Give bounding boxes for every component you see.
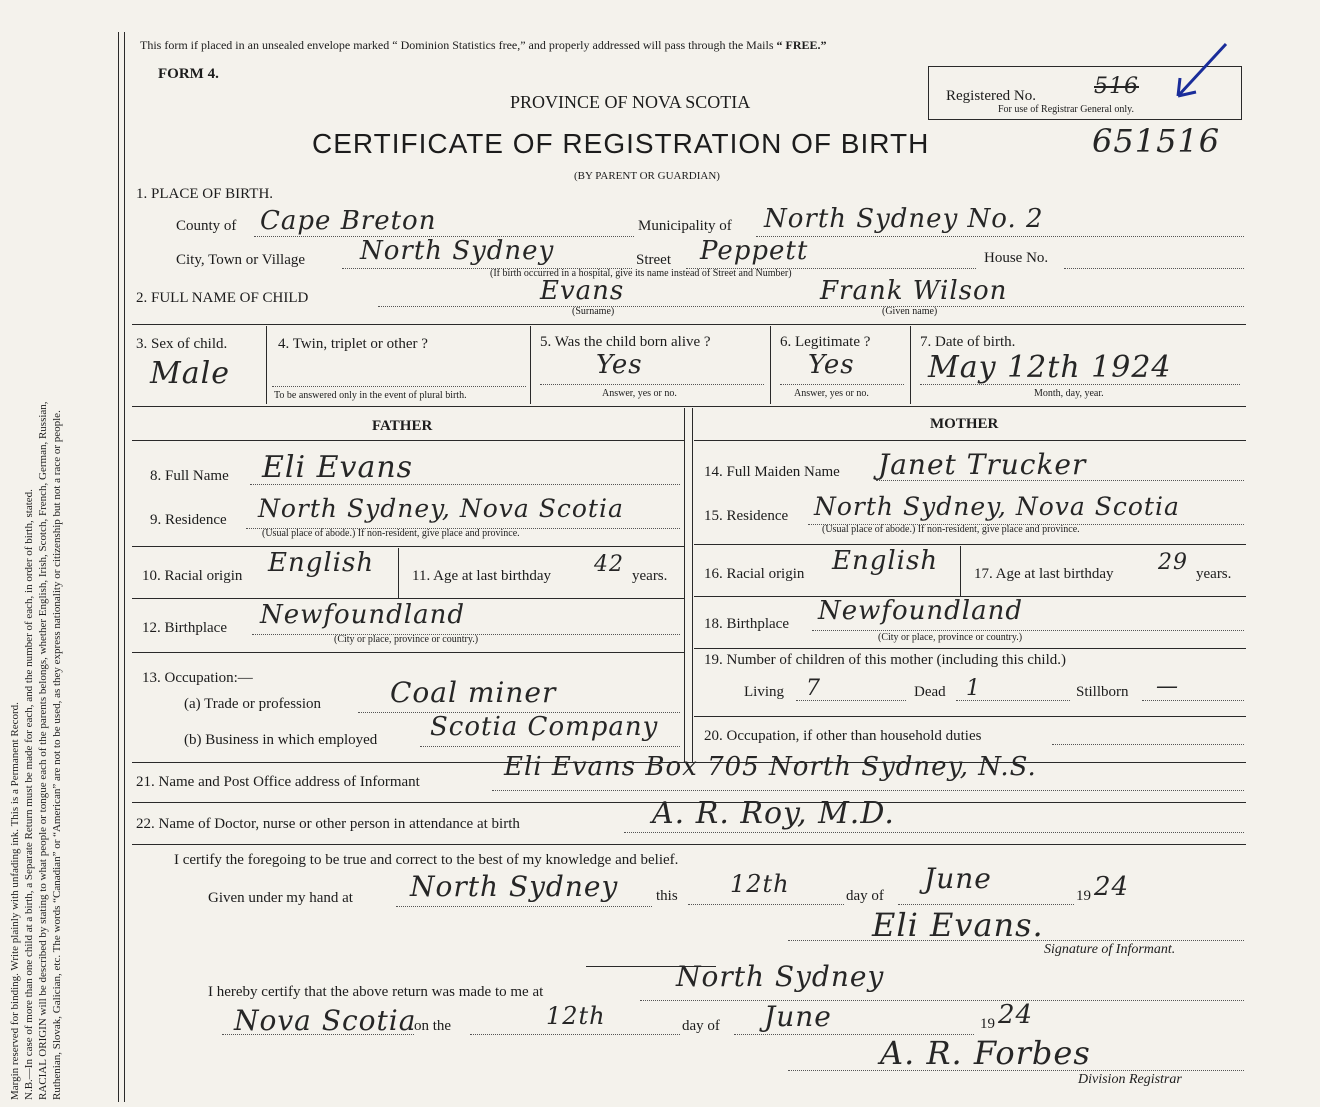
margin-line-2: N.B.—In case of more than one child at a birth, a Separate Return must be made for each, and the number of each, in order of birth, stated. (23, 489, 35, 1100)
rule-10-11 (398, 548, 399, 598)
father-age-unit: years. (632, 568, 668, 584)
rule-4-5 (530, 326, 531, 404)
dob-value: May 12th 1924 (928, 350, 1172, 385)
municipality-line (756, 236, 1244, 237)
signature-caption: Signature of Informant. (1044, 942, 1176, 957)
father-business-label: (b) Business in which employed (184, 732, 378, 748)
registrar-year-value: 24 (998, 1000, 1034, 1030)
mother-race-label: 16. Racial origin (704, 566, 805, 582)
father-birthplace-label: 12. Birthplace (142, 620, 227, 636)
registrar-month-value: June (764, 1000, 832, 1033)
mother-age-label: 17. Age at last birthday (974, 566, 1114, 582)
given-year-value: 24 (1094, 872, 1130, 902)
father-residence-label: 9. Residence (150, 512, 227, 528)
father-birthplace-note: (City or place, province or country.) (334, 634, 479, 645)
father-race-value: English (268, 548, 375, 578)
given-label: Given under my hand at (208, 890, 353, 906)
informant-label: 21. Name and Post Office address of Informant (136, 774, 420, 790)
rule-father-heading (132, 440, 684, 441)
left-margin-rule-inner (124, 32, 125, 1102)
registrar-signature: A. R. Forbes (880, 1034, 1091, 1072)
father-birthplace-value: Newfoundland (260, 600, 466, 630)
father-trade-label: (a) Trade or profession (184, 696, 322, 712)
stillborn-label: Stillborn (1076, 684, 1129, 700)
city-value: North Sydney (360, 236, 555, 266)
father-age-value: 42 (594, 552, 624, 577)
mother-residence-value: North Sydney, Nova Scotia (814, 492, 1180, 521)
mother-birthplace-note: (City or place, province or country.) (878, 632, 1023, 643)
on-the-label: on the (414, 1018, 452, 1034)
mother-birthplace-value: Newfoundland (818, 596, 1024, 626)
rule-father-11 (132, 598, 684, 599)
city-label: City, Town or Village (176, 252, 306, 268)
mother-residence-note: (Usual place of abode.) If non-resident, give place and province. (822, 524, 1080, 535)
living-value: 7 (806, 676, 821, 701)
rule-mother-15 (694, 544, 1246, 545)
certificate-subtitle: (BY PARENT OR GUARDIAN) (574, 170, 720, 182)
given-day-value: 12th (730, 870, 790, 898)
rule-row3-top (132, 324, 1246, 325)
father-business-line (420, 746, 680, 747)
registrar-certify-text: I hereby certify that the above return was made to me at (208, 984, 544, 1000)
margin-instructions (8, 20, 64, 1100)
alive-value: Yes (596, 350, 643, 380)
dead-value: 1 (966, 676, 981, 701)
informant-signature: Eli Evans. (872, 906, 1044, 944)
given-month-line (898, 904, 1074, 905)
dead-label: Dead (914, 684, 946, 700)
living-label: Living (744, 684, 784, 700)
father-trade-value: Coal miner (390, 676, 557, 709)
legit-note: Answer, yes or no. (794, 388, 869, 399)
registered-value: 516 (1094, 74, 1139, 99)
margin-line-3: RACIAL ORIGIN will be described by stating to what people or tongue each of the parents belongs, whether English, Irish, Scotch, French, German, Russian, (37, 401, 49, 1100)
father-heading: FATHER (372, 418, 433, 434)
child-name-line (378, 306, 1244, 307)
signature-line (788, 940, 1244, 941)
alive-line (540, 384, 764, 385)
father-name-label: 8. Full Name (150, 468, 229, 484)
surname-caption: (Surname) (572, 306, 615, 317)
county-label: County of (176, 218, 237, 234)
doctor-value: A. R. Roy, M.D. (652, 796, 895, 831)
stillborn-line (1142, 700, 1244, 701)
doctor-label: 22. Name of Doctor, nurse or other person in attendance at birth (136, 816, 520, 832)
certificate-title: CERTIFICATE OF REGISTRATION OF BIRTH (312, 128, 930, 159)
registrar-caption: Division Registrar (1078, 1072, 1182, 1087)
registrar-day-value: 12th (546, 1002, 606, 1030)
twin-label: 4. Twin, triplet or other ? (278, 336, 428, 352)
registrar-signature-line (788, 1070, 1244, 1071)
rule-3-4 (266, 326, 267, 404)
given-place-value: North Sydney (410, 870, 619, 903)
father-age-label: 11. Age at last birthday (412, 568, 551, 584)
legit-line (780, 384, 904, 385)
registrar-province-line (222, 1034, 414, 1035)
given-day-line (688, 904, 844, 905)
registrar-place-line (640, 1000, 1244, 1001)
mother-children-label: 19. Number of children of this mother (including this child.) (704, 652, 1067, 668)
mother-residence-label: 15. Residence (704, 508, 789, 524)
rule-6-7 (910, 326, 911, 404)
day-of-label: day of (846, 888, 884, 904)
registrar-day-line (470, 1034, 680, 1035)
registrar-province-value: Nova Scotia (234, 1004, 417, 1037)
mother-race-value: English (832, 546, 939, 576)
hospital-note: (If birth occurred in a hospital, give its name instead of Street and Number) (490, 268, 792, 279)
alive-label: 5. Was the child born alive ? (540, 334, 711, 350)
rule-5-6 (770, 326, 771, 404)
rule-row3-bottom (132, 406, 1246, 407)
registrar-place-value: North Sydney (676, 960, 885, 993)
informant-value: Eli Evans Box 705 North Sydney, N.S. (504, 752, 1037, 782)
rule-mother-heading (694, 440, 1246, 441)
center-divider-2 (692, 408, 693, 762)
rule-mother-18 (694, 648, 1246, 649)
municipality-value: North Sydney No. 2 (764, 204, 1044, 234)
father-residence-value: North Sydney, Nova Scotia (258, 494, 624, 523)
dob-line (920, 384, 1240, 385)
stillborn-value: — (1156, 674, 1179, 699)
father-name-value: Eli Evans (262, 450, 414, 485)
this-label: this (656, 888, 678, 904)
form-number: FORM 4. (158, 66, 219, 82)
left-margin-rule (118, 32, 119, 1102)
father-race-label: 10. Racial origin (142, 568, 243, 584)
alive-note: Answer, yes or no. (602, 388, 677, 399)
rule-mother-19 (694, 716, 1246, 717)
mother-occupation-line (1052, 744, 1244, 745)
registrar-note: For use of Registrar General only. (998, 104, 1134, 115)
margin-line-4: Ruthenian, Slovak, Galician, etc. The words “Canadian” or “American” are not to be used, as they express nationality or citizenship but not a race or people. (51, 410, 63, 1100)
legit-value: Yes (808, 350, 855, 380)
mother-name-label: 14. Full Maiden Name (704, 464, 840, 480)
dob-label: 7. Date of birth. (920, 334, 1016, 350)
house-label: House No. (984, 250, 1049, 266)
father-residence-note: (Usual place of abode.) If non-resident, give place and province. (262, 528, 520, 539)
given-month-value: June (924, 862, 992, 895)
rule-father-12 (132, 652, 684, 653)
county-value: Cape Breton (260, 206, 437, 236)
given-caption: (Given name) (882, 306, 938, 317)
municipality-label: Municipality of (638, 218, 732, 234)
mother-birthplace-line (812, 630, 1244, 631)
mother-heading: MOTHER (930, 416, 999, 432)
child-name-label: 2. FULL NAME OF CHILD (136, 290, 309, 306)
registrar-year-prefix: 19 (980, 1016, 995, 1032)
father-occupation-label: 13. Occupation:— (142, 670, 253, 686)
legit-label: 6. Legitimate ? (780, 334, 871, 350)
mother-age-unit: years. (1196, 566, 1232, 582)
rule-22 (132, 844, 1246, 845)
mother-occupation-label: 20. Occupation, if other than household duties (704, 728, 982, 744)
checkmark-arrow-icon (1170, 40, 1230, 106)
margin-line-1: Margin reserved for binding. Write plainly with unfading ink. This is a Permanent Record. (9, 702, 21, 1100)
child-given-value: Frank Wilson (820, 276, 1008, 306)
sex-value: Male (150, 356, 230, 391)
child-surname-value: Evans (540, 276, 625, 306)
mail-notice-free: “ FREE.” (776, 38, 827, 52)
sex-label: 3. Sex of child. (136, 336, 228, 352)
mother-birthplace-label: 18. Birthplace (704, 616, 789, 632)
mail-notice-text: This form if placed in an unsealed envelope marked “ Dominion Statistics free,” and properly addressed will pass through the Mails (140, 38, 774, 52)
dob-note: Month, day, year. (1034, 388, 1104, 399)
certify-text: I certify the foregoing to be true and correct to the best of my knowledge and belief. (174, 852, 679, 868)
twin-line (272, 386, 526, 387)
informant-line (492, 790, 1244, 791)
handwritten-record-number: 651516 (1092, 122, 1221, 160)
house-line (1064, 268, 1244, 269)
rule-father-9 (132, 546, 684, 547)
registrar-day-of-label: day of (682, 1018, 720, 1034)
rule-16-17 (960, 546, 961, 596)
center-divider (684, 408, 685, 762)
registered-label: Registered No. (946, 88, 1036, 104)
given-place-line (396, 906, 652, 907)
doctor-line (624, 832, 1244, 833)
street-label: Street (636, 252, 671, 268)
mother-name-value: Janet Trucker (878, 448, 1087, 481)
province-heading: PROVINCE OF NOVA SCOTIA (510, 92, 751, 112)
place-heading: 1. PLACE OF BIRTH. (136, 186, 274, 202)
street-value: Peppett (700, 236, 809, 266)
mother-age-value: 29 (1158, 550, 1188, 575)
father-business-value: Scotia Company (430, 712, 659, 742)
twin-note: To be answered only in the event of plural birth. (274, 390, 467, 401)
mail-notice (140, 38, 827, 53)
given-year-prefix: 19 (1076, 888, 1091, 904)
